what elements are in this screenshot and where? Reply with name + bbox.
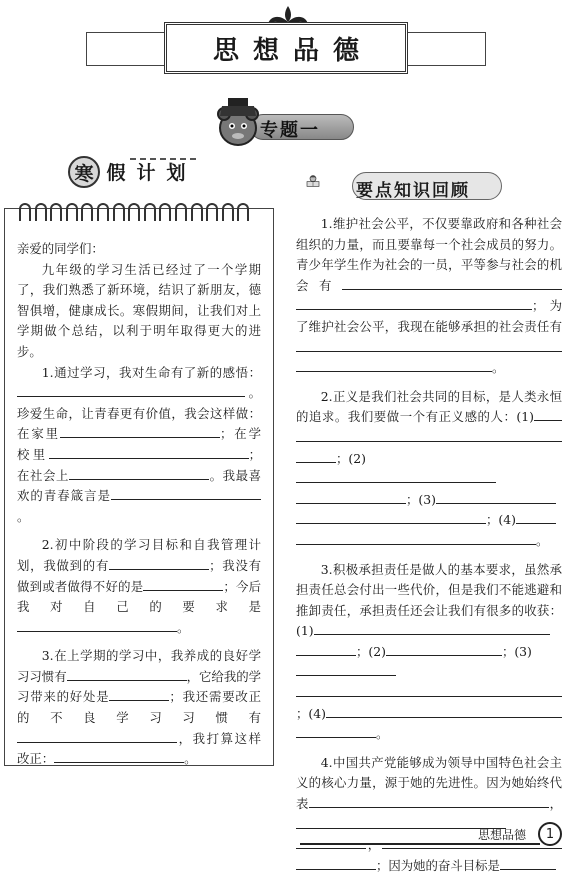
answer-blank[interactable] <box>342 276 562 290</box>
answer-blank[interactable] <box>296 531 536 545</box>
question-2: 2.初中阶段的学习目标和自我管理计划，我做到的有 ；我没有做到或者做得不好的是 ；今后我对自己的要求是。 <box>17 537 262 635</box>
answer-blank[interactable] <box>111 486 261 500</box>
answer-blank[interactable] <box>500 856 556 870</box>
answer-blank[interactable] <box>296 856 376 870</box>
notebook-content <box>17 239 261 770</box>
dashed-arrow-decoration <box>130 158 196 160</box>
answer-blank[interactable] <box>17 383 245 397</box>
answer-blank[interactable] <box>296 490 406 504</box>
title-char: 假 <box>106 161 126 184</box>
answer-blank[interactable] <box>296 815 506 829</box>
answer-blank[interactable] <box>143 577 223 591</box>
review-item-1: 1.维护社会公平，不仅要靠政府和各种社会组织的力量，而且要靠每一个社会成员的努力。青少年学生作为社会的一员，平等参与社会的机会有；为了维护社会公平，我现在能够承担的社会责任有。 <box>296 216 562 376</box>
title-char: 划 <box>166 161 186 184</box>
answer-blank[interactable] <box>54 749 184 763</box>
bear-mascot-icon <box>214 96 262 148</box>
page-number: 1 <box>538 822 562 846</box>
answer-blank[interactable] <box>109 556 209 570</box>
answer-blank[interactable] <box>314 621 550 635</box>
answer-blank[interactable] <box>69 466 209 480</box>
answer-blank[interactable] <box>109 687 169 701</box>
answer-blank[interactable] <box>296 683 562 697</box>
footer-subject-label: 思想品德 <box>478 828 527 842</box>
answer-blank[interactable] <box>534 407 562 421</box>
review-item-3: 3.积极承担责任是做人的基本要求，虽然承担责任总会付出一些代价，但是我们不能逃避和推卸责任，承担责任还会让我们有很多的收获：(1)；(2) ；(3)；(4)。 <box>296 561 562 742</box>
review-item-4: 4.中国共产党能够成为领导中国特色社会主义的核心力量，源于她的先进性。因为她始终代表 ，，；因为她的奋斗目标是 <box>296 754 562 873</box>
answer-blank[interactable] <box>17 729 177 743</box>
title-char: 寒 <box>68 156 100 188</box>
answer-blank[interactable] <box>67 667 187 681</box>
subject-title-banner <box>86 22 486 74</box>
greeting: 亲爱的同学们： <box>17 241 104 256</box>
question-1: 1.通过学习，我对生命有了新的感悟：。珍爱生命，让青春更有价值，我会这样做：在家里 ；在学校里 ；在社会上 。我最喜欢的青春箴言是。 <box>17 364 262 524</box>
plan-notebook <box>4 208 274 766</box>
answer-blank[interactable] <box>509 794 549 808</box>
answer-blank[interactable] <box>296 449 336 463</box>
subject-title: 思想品德 <box>212 35 373 66</box>
answer-blank[interactable] <box>296 338 562 352</box>
answer-blank[interactable] <box>386 642 502 656</box>
answer-blank[interactable] <box>296 296 532 310</box>
topic-label: 专题一 <box>260 120 320 141</box>
question-3: 3.在上学期的学习中，我养成的良好学习习惯有 ，它给我的学习带来的好处是 ；我还需要改正的不良学习习惯有，我打算这样改正： 。 <box>17 648 262 767</box>
answer-blank[interactable] <box>49 445 249 459</box>
answer-blank[interactable] <box>296 510 486 524</box>
answer-blank[interactable] <box>17 618 177 632</box>
answer-blank[interactable] <box>296 358 492 372</box>
answer-blank[interactable] <box>516 510 556 524</box>
answer-blank[interactable] <box>60 424 220 438</box>
title-char: 计 <box>136 161 156 184</box>
answer-blank[interactable] <box>436 490 556 504</box>
footer-rule <box>300 843 540 845</box>
answer-blank[interactable] <box>296 642 356 656</box>
intro-paragraph: 九年级的学习生活已经过了一个学期了，我们熟悉了新环境，结识了新朋友，德智俱增，健康成长。寒假期间，让我们对上学期做个总结，以利于明年取得更大的进步。 <box>17 261 261 359</box>
review-title: 要点知识回顾 <box>356 181 470 201</box>
answer-blank[interactable] <box>296 724 376 738</box>
spiral-rings <box>19 203 249 221</box>
answer-blank[interactable] <box>296 662 396 676</box>
answer-blank[interactable] <box>296 428 562 442</box>
answer-blank[interactable] <box>309 794 509 808</box>
answer-blank[interactable] <box>326 704 562 718</box>
answer-blank[interactable] <box>296 469 496 483</box>
review-item-2: 2.正义是我们社会共同的目标，是人类永恒的追求。我们要做一个有正义感的人：(1)；(2)；(3)；(4)。 <box>296 388 562 548</box>
review-content <box>296 214 562 876</box>
topic-badge <box>214 96 374 148</box>
